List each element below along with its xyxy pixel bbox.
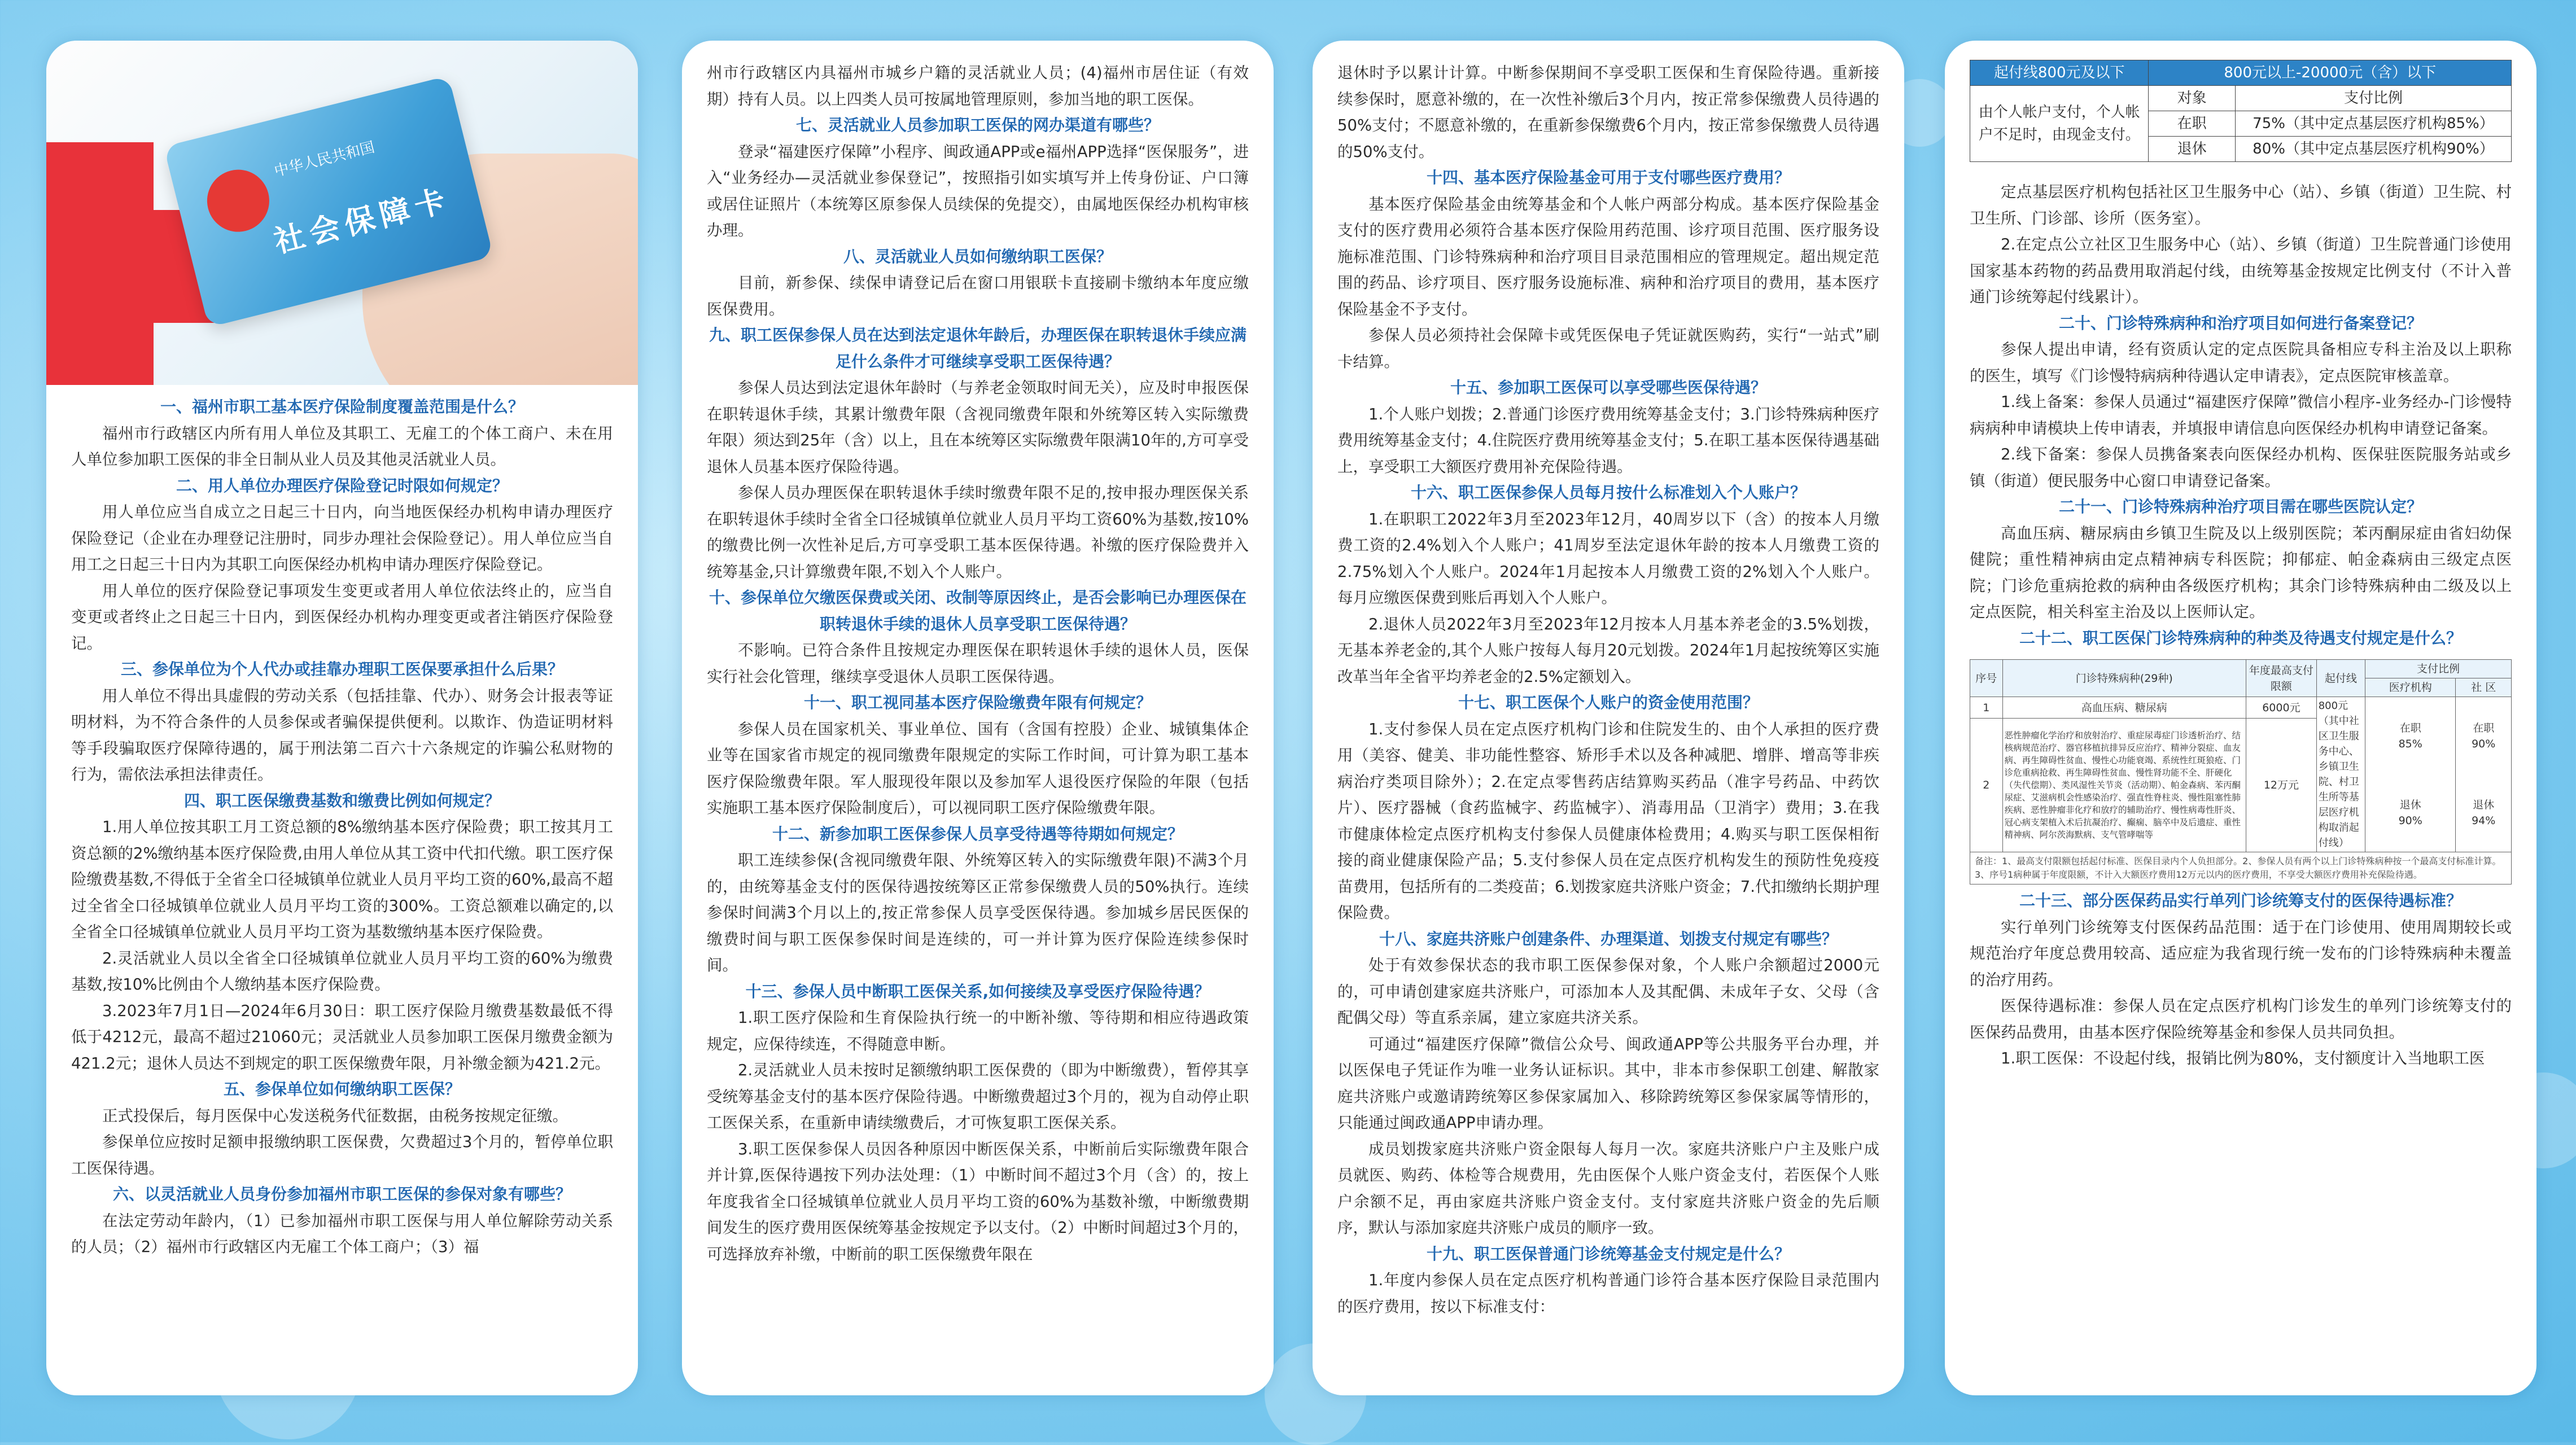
paragraph: 3.职工医保参保人员因各种原因中断医保关系，中断前后实际缴费年限合并计算,医保待遇按下列办法处理：（1）中断时间不超过3个月（含）的，按上年度我省全口径城镇单位就业人员月平均工资的60%为基数补缴，中断缴费期间发生的医疗费用医保统筹基金按规定予以支付。（2）中断时间超过3个月的，可选择放弃补缴，中断前的职工医保缴费年限在 xyxy=(707,1140,1249,1263)
table-cell: 800元（其中社区卫生服务中心、乡镇卫生院、村卫生所等基层医疗机构取消起付线） xyxy=(2316,697,2365,852)
section-heading: 十、参保单位欠缴医保费或关闭、改制等原因终止，是否会影响已办理医保在职转退休手续的退休人员享受职工医保待遇？ xyxy=(708,588,1247,633)
section-heading: 四、职工医保缴费基数和缴费比例如何规定？ xyxy=(183,791,500,810)
table-cell xyxy=(2456,697,2512,852)
paragraph: 参保人员达到法定退休年龄时（与养老金领取时间无关），应及时申报医保在职转退休手续，其累计缴费年限（含视同缴费年限和外统筹区转入实际缴费年限）须达到25年（含）以上，且在本统筹区实际缴费年限满10年的,方可享受退休人员基本医疗保险待遇。 xyxy=(707,379,1249,476)
paragraph: 实行单列门诊统筹支付医保药品范围：适于在门诊使用、使用周期较长或规范治疗年度总费用较高、适应症为我省现行统一发布的门诊特殊病种未覆盖的治疗用药。 xyxy=(1970,918,2512,989)
table-cell: 6000元 xyxy=(2246,697,2317,719)
table-header: 社 区 xyxy=(2456,678,2512,697)
paragraph: 在法定劳动年龄内，（1）已参加福州市职工医保与用人单位解除劳动关系的人员；（2）福州市行政辖区内无雇工个体工商户；（3）福 xyxy=(71,1211,613,1256)
table-header: 年度最高支付限额 xyxy=(2246,660,2317,697)
panel-4-text xyxy=(1945,41,2536,1072)
table-cell: 75%（其中定点基层医疗机构85%） xyxy=(2235,111,2511,137)
section-heading: 二十三、部分医保药品实行单列门诊统筹支付的医保待遇标准？ xyxy=(2019,891,2462,910)
table-cell: 对象 xyxy=(2149,86,2235,111)
card-title: 中华人民共和国 xyxy=(272,138,377,181)
panel-4-text-b xyxy=(1970,888,2512,1072)
panel-3-text xyxy=(1313,41,1904,1320)
section-heading: 六、以灵活就业人员身份参加福州市职工医保的参保对象有哪些？ xyxy=(112,1185,571,1203)
table-cell: 在职 xyxy=(2149,111,2235,137)
table-header: 支付比例 xyxy=(2365,660,2512,678)
section-heading: 七、灵活就业人员参加职工医保的网办渠道有哪些？ xyxy=(795,116,1160,134)
paragraph: 参保人提出申请，经有资质认定的定点医院具备相应专科主治及以上职称的医生，填写《门诊慢特病病种待遇认定申请表》，定点医院审核盖章。 xyxy=(1970,340,2512,385)
section-heading: 二、用人单位办理医疗保险登记时限如何规定？ xyxy=(176,476,508,495)
section-heading: 十一、职工视同基本医疗保险缴费年限有何规定？ xyxy=(803,693,1152,712)
ratio-label: 退休 xyxy=(2473,799,2495,811)
paragraph: 2.灵活就业人员未按时足额缴纳职工医保费的（即为中断缴费），暂停其享受统筹基金支付的基本医疗保险待遇。中断缴费超过3个月的，视为自动停止职工医保关系，在重新申请续缴费后，才可恢复职工医保关系。 xyxy=(707,1061,1249,1132)
paragraph: 1.支付参保人员在定点医疗机构门诊和住院发生的、由个人承担的医疗费用（美容、健美、非功能性整容、矫形手术以及各种减肥、增胖、增高等非疾病治疗类项目除外）；2.在定点零售药店结算购买药品（准字号药品、中药饮片）、医疗器械（食药监械字、药监械字）、消毒用品（卫消字）费用；3.在我市健康体检定点医疗机构支付参保人员健康体检费用；4.购买与职工医保相衔接的商业健康保险产品；5.支付参保人员在定点医疗机构发生的预防性免疫疫苗费用，包括所有的二类疫苗；6.划拨家庭共济账户资金；7.代扣缴纳长期护理保险费。 xyxy=(1337,720,1879,922)
section-heading: 十五、参加职工医保可以享受哪些医保待遇？ xyxy=(1450,378,1766,397)
paragraph: 3.2023年7月1日—2024年6月30日：职工医疗保险月缴费基数最低不得低于4212元，最高不超过21060元；灵活就业人员参加职工医保月缴费金额为421.2元；退休人员达不到规定的职工医保缴费年限，月补缴金额为421.2元。 xyxy=(71,1001,613,1072)
table-header: 门诊特殊病种(29种) xyxy=(2002,660,2246,697)
paragraph: 基本医疗保险基金由统筹基金和个人帐户两部分构成。基本医疗保险基金支付的医疗费用必须符合基本医疗保险用药范围、诊疗项目范围、医疗服务设施标准范围、门诊特殊病种和治疗项目目录范围相应的管理规定。超出规定范围的药品、诊疗项目、医疗服务设施标准、病种和治疗项目的费用，基本医疗保险基金不予支付。 xyxy=(1337,195,1879,318)
paragraph: 1.线上备案：参保人员通过“福建医疗保障”微信小程序-业务经办-门诊慢特病病种申请模块上传申请表，并填报申请信息向医保经办机构申请登记备案。 xyxy=(1970,393,2512,437)
table-cell: 2 xyxy=(1970,719,2003,852)
section-heading: 十四、基本医疗保险基金可用于支付哪些医疗费用？ xyxy=(1426,168,1790,187)
paragraph: 退休时予以累计计算。中断参保期间不享受职工医保和生育保险待遇。重新接续参保时，愿意补缴的，在一次性补缴后3个月内，按正常参保缴费人员待遇的50%支付；不愿意补缴的，在重新参保缴费6个月内，按正常参保缴费人员待遇的50%支付。 xyxy=(1337,64,1879,161)
paragraph: 2.在定点公立社区卫生服务中心（站）、乡镇（街道）卫生院普通门诊使用国家基本药物的药品费用取消起付线，由统筹基金按规定比例支付（不计入普通门诊统筹起付线累计）。 xyxy=(1970,235,2512,306)
paragraph: 目前，新参保、续保申请登记后在窗口用银联卡直接刷卡缴纳本年度应缴医保费用。 xyxy=(707,274,1249,318)
paragraph: 参保人员在国家机关、事业单位、国有（含国有控股）企业、城镇集体企业等在国家省市规定的视同缴费年限规定的实际工作时间，可计算为职工基本医疗保险缴费年限。军人服现役年限以及参加军人退役医疗保险的年限（包括实施职工基本医疗保险制度后），可以视同职工医疗保险缴费年限。 xyxy=(707,720,1249,817)
outpatient-payment-table xyxy=(1970,60,2512,162)
paragraph: 参保单位应按时足额申报缴纳职工医保费，欠费超过3个月的，暂停单位职工医保待遇。 xyxy=(71,1133,613,1177)
table-header: 医疗机构 xyxy=(2365,678,2456,697)
paragraph: 州市行政辖区内具福州市城乡户籍的灵活就业人员；(4)福州市居住证（有效期）持有人员。以上四类人员可按属地管理原则，参加当地的职工医保。 xyxy=(707,64,1249,108)
table-note: 备注：1、最高支付限额包括起付标准、医保目录内个人负担部分。2、参保人员有两个以上门诊特殊病种按一个最高支付标准计算。3、序号1病种属于年度限额，不计入大额医疗费用12万元以内的医疗费用，不享受大额医疗费用补充保险待遇。 xyxy=(1970,852,2512,884)
paragraph: 正式投保后，每月医保中心发送税务代征数据，由税务按规定征缴。 xyxy=(102,1106,568,1125)
section-heading: 十二、新参加职工医保参保人员享受待遇等待期如何规定？ xyxy=(772,824,1183,843)
section-heading: 十三、参保人员中断职工医保关系,如何接续及享受医疗保险待遇？ xyxy=(745,982,1210,1001)
ratio-value: 94% xyxy=(2472,815,2496,827)
paragraph: 1.在职职工2022年3月至2023年12月，40周岁以下（含）的按本人月缴费工资的2.4%划入个人账户；41周岁至法定退休年龄的按本人月缴费工资的2.75%划入个人账户。2024年1月起按本人月缴费工资的2%划入个人账户。每月应缴医保费到账后再划入个人账户。 xyxy=(1337,510,1879,607)
ratio-value: 85% xyxy=(2398,738,2422,750)
panel-4 xyxy=(1945,41,2536,1395)
hero-image xyxy=(46,41,638,385)
paragraph: 成员划拨家庭共济账户资金限每人每月一次。家庭共济账户户主及账户成员就医、购药、体检等合规费用，先由医保个人账户资金支付，若医保个人账户余额不足，再由家庭共济账户资金支付。支付家庭共济账户资金的先后顺序，默认与添加家庭共济账户成员的顺序一致。 xyxy=(1337,1140,1879,1237)
ratio-value: 90% xyxy=(2398,815,2422,827)
section-heading: 十七、职工医保个人账户的资金使用范围？ xyxy=(1458,693,1759,712)
paragraph: 参保人员必须持社会保障卡或凭医保电子凭证就医购药，实行“一站式”刷卡结算。 xyxy=(1337,326,1879,371)
table-header: 序号 xyxy=(1970,660,2003,697)
panel-1-text xyxy=(46,385,638,1260)
ratio-label: 在职 xyxy=(2399,722,2421,734)
table-header: 起付线 xyxy=(2316,660,2365,697)
table-cell: 高血压病、糖尿病 xyxy=(2002,697,2246,719)
ratio-value: 90% xyxy=(2472,738,2496,750)
paragraph: 可通过“福建医疗保障”微信公众号、闽政通APP等公共服务平台办理，并以医保电子凭证作为唯一业务认证标识。其中，非本市参保职工创建、解散家庭共济账户或邀请跨统筹区参保家属加入、移除跨统筹区参保家属等情形的，只能通过闽政通APP申请办理。 xyxy=(1337,1035,1879,1132)
section-heading: 二十一、门诊特殊病种治疗项目需在哪些医院认定？ xyxy=(2058,497,2422,516)
paragraph: 用人单位的医疗保险登记事项发生变更或者用人单位依法终止的，应当自变更或者终止之日起三十日内，到医保经办机构办理变更或者注销医疗保险登记。 xyxy=(71,581,613,653)
paragraph: 用人单位不得出具虚假的劳动关系（包括挂靠、代办）、财务会计报表等证明材料，为不符合条件的人员参保或者骗保提供便利。以欺诈、伪造证明材料等手段骗取医疗保障待遇的，属于刑法第二百六十六条规定的诈骗公私财物的行为，需依法承担法律责任。 xyxy=(71,686,613,783)
section-heading: 二十、门诊特殊病种和治疗项目如何进行备案登记？ xyxy=(2058,313,2422,332)
paragraph: 福州市行政辖区内所有用人单位及其职工、无雇工的个体工商户、未在用人单位参加职工医保的非全日制从业人员及其他灵活就业人员。 xyxy=(71,424,613,468)
panel-2 xyxy=(682,41,1274,1395)
paragraph: 医保待遇标准：参保人员在定点医疗机构门诊发生的单列门诊统筹支付的医保药品费用，由基本医疗保险统筹基金和参保人员共同负担。 xyxy=(1970,997,2512,1041)
section-heading: 三、参保单位为个人代办或挂靠办理职工医保要承担什么后果？ xyxy=(120,660,563,678)
paragraph: 2.线下备案：参保人员携备案表向医保经办机构、医保驻医院服务站或乡镇（街道）便民服务中心窗口申请登记备案。 xyxy=(1970,445,2512,490)
table-cell: 12万元 xyxy=(2246,719,2317,852)
paragraph: 参保人员办理医保在职转退休手续时缴费年限不足的,按申报办理医保关系在职转退休手续时全省全口径城镇单位就业人员月平均工资60%为基数,按10%的缴费比例一次性补足后,方可享受职工基本医保待遇。补缴的医疗保险费并入统筹基金,只计算缴费年限,不划入个人账户。 xyxy=(707,484,1249,581)
table-cell xyxy=(2365,697,2456,852)
table-header: 800元以上-20000元（含）以下 xyxy=(2149,60,2512,86)
paragraph: 1.年度内参保人员在定点医疗机构普通门诊符合基本医疗保险目录范围内的医疗费用，按以下标准支付： xyxy=(1337,1271,1879,1316)
table-cell: 由个人帐户支付，个人帐户不足时，由现金支付。 xyxy=(1970,86,2149,162)
card-label: 社会保障卡 xyxy=(270,181,454,260)
section-heading: 八、灵活就业人员如何缴纳职工医保？ xyxy=(843,247,1112,266)
panel-2-text xyxy=(682,41,1274,1267)
section-heading: 二十二、职工医保门诊特殊病种的种类及待遇支付规定是什么？ xyxy=(2019,628,2462,647)
paragraph: 高血压病、糖尿病由乡镇卫生院及以上级别医院；苯丙酮尿症由省妇幼保健院；重性精神病由定点精神病专科医院；抑郁症、帕金森病由三级定点医院；门诊危重病抢救的病种由各级医疗机构；其余门诊特殊病种由二级及以上定点医院，相关科室主治及以上医师认定。 xyxy=(1970,524,2512,621)
paragraph: 职工连续参保(含视同缴费年限、外统筹区转入的实际缴费年限)不满3个月的，由统筹基金支付的医保待遇按统筹区正常参保缴费人员的50%执行。连续参保时间满3个月以上的,按正常参保人员享受医保待遇。参加城乡居民医保的缴费时间与职工医保参保时间是连续的，可一并计算为医疗保险连续参保时间。 xyxy=(707,851,1249,974)
section-heading: 五、参保单位如何缴纳职工医保？ xyxy=(223,1080,461,1098)
paragraph: 用人单位应当自成立之日起三十日内，向当地医保经办机构申请办理医疗保险登记（企业在办理登记注册时，同步办理社会保险登记）。用人单位应当自用工之日起三十日内为其职工向医保经办机构申请办理医疗保险登记。 xyxy=(71,503,613,573)
paragraph: 1.个人账户划拨；2.普通门诊医疗费用统筹基金支付；3.门诊特殊病种医疗费用统筹基金支付；4.住院医疗费用统筹基金支付；5.在职工基本医保待遇基础上，享受职工大额医疗费用补充保险待遇。 xyxy=(1337,405,1879,476)
ratio-label: 退休 xyxy=(2399,799,2421,811)
panel-4-text-a xyxy=(1970,179,2512,651)
section-heading: 一、福州市职工基本医疗保险制度覆盖范围是什么？ xyxy=(160,397,524,416)
table-cell: 恶性肿瘤化学治疗和放射治疗、重症尿毒症门诊透析治疗、结核病规范治疗、器官移植抗排异反应治疗、精神分裂症、血友病、再生障碍性贫血、慢性心功能衰竭、系统性红斑狼疮、门诊危重病抢救、再生障碍性贫血、慢性肾功能不全、肝硬化（失代偿期）、类风湿性关节炎（活动期）、帕金森病、苯丙酮尿症、艾滋病机会性感染治疗、强直性脊柱炎、慢性阻塞性肺疾病、恶性肿瘤非化疗和放疗的辅助治疗、慢性病毒性肝炎、冠心病支架植入术后抗凝治疗、癫痫、脑卒中及后遗症、重性精神病、阿尔茨海默病、支气管哮喘等 xyxy=(2002,719,2246,852)
paragraph: 2.灵活就业人员以全省全口径城镇单位就业人员月平均工资的60%为缴费基数,按10%比例由个人缴纳基本医疗保险费。 xyxy=(71,949,613,993)
section-heading: 十九、职工医保普通门诊统筹基金支付规定是什么？ xyxy=(1426,1244,1790,1263)
paragraph: 处于有效参保状态的我市职工医保参保对象，个人账户余额超过2000元的，可申请创建家庭共济账户，可添加本人及其配偶、未成年子女、父母（含配偶父母）等直系亲属，建立家庭共济关系。 xyxy=(1337,956,1879,1027)
section-heading: 九、职工医保参保人员在达到法定退休年龄后，办理医保在职转退休手续应满足什么条件才可继续享受职工医保待遇？ xyxy=(708,326,1247,371)
panel-3 xyxy=(1313,41,1904,1395)
paragraph: 1.职工医疗保险和生育保险执行统一的中断补缴、等待期和相应待遇政策规定，应保待续连，不得随意申断。 xyxy=(707,1009,1249,1053)
national-emblem-icon xyxy=(200,163,275,238)
section-heading: 十六、职工医保参保人员每月按什么标准划入个人账户？ xyxy=(1410,483,1806,502)
paragraph: 不影响。已符合条件且按规定办理医保在职转退休手续的退休人员，医保实行社会化管理，继续享受退休人员职工医保待遇。 xyxy=(707,641,1249,686)
paragraph: 1.用人单位按其职工月工资总额的8%缴纳基本医疗保险费；职工按其月工资总额的2%缴纳基本医疗保险费,由用人单位从其工资中代扣代缴。职工医疗保险缴费基数,不得低于全省全口径城镇单位就业人员月平均工资的60%,最高不超过全省全口径城镇单位就业人员月平均工资的300%。工资总额难以确定的,以全省全口径城镇单位就业人员月平均工资为基数缴纳基本医疗保险费。 xyxy=(71,818,613,941)
section-heading: 十八、家庭共济账户创建条件、办理渠道、划拨支付规定有哪些？ xyxy=(1379,929,1838,948)
table-cell: 80%（其中定点基层医疗机构90%） xyxy=(2235,137,2511,162)
panel-1 xyxy=(46,41,638,1395)
table-cell: 1 xyxy=(1970,697,2003,719)
paragraph: 2.退休人员2022年3月至2023年12月按本人月基本养老金的3.5%划拨，无基本养老金的,其个人账户按每人每月20元划拨。2024年1月起按统筹区实施改革当年全省平均养老金的2.5%定额划入。 xyxy=(1337,615,1879,686)
table-cell: 支付比例 xyxy=(2235,86,2511,111)
paragraph: 登录“福建医疗保障”小程序、闽政通APP或e福州APP选择“医保服务”，进入“业务经办—灵活就业参保登记”，按照指引如实填写并上传身份证、户口簿或居住证照片（本统筹区原参保人员续保的免提交），由属地医保经办机构审核办理。 xyxy=(707,142,1249,239)
table-cell: 退休 xyxy=(2149,137,2235,162)
special-disease-table xyxy=(1970,659,2512,852)
ratio-label: 在职 xyxy=(2473,722,2495,734)
table-header: 起付线800元及以下 xyxy=(1970,60,2149,86)
paragraph: 1.职工医保：不设起付线，报销比例为80%，支付额度计入当地职工医 xyxy=(2001,1049,2485,1067)
paragraph: 定点基层医疗机构包括社区卫生服务中心（站）、乡镇（街道）卫生院、村卫生所、门诊部、诊所（医务室）。 xyxy=(1970,183,2512,227)
